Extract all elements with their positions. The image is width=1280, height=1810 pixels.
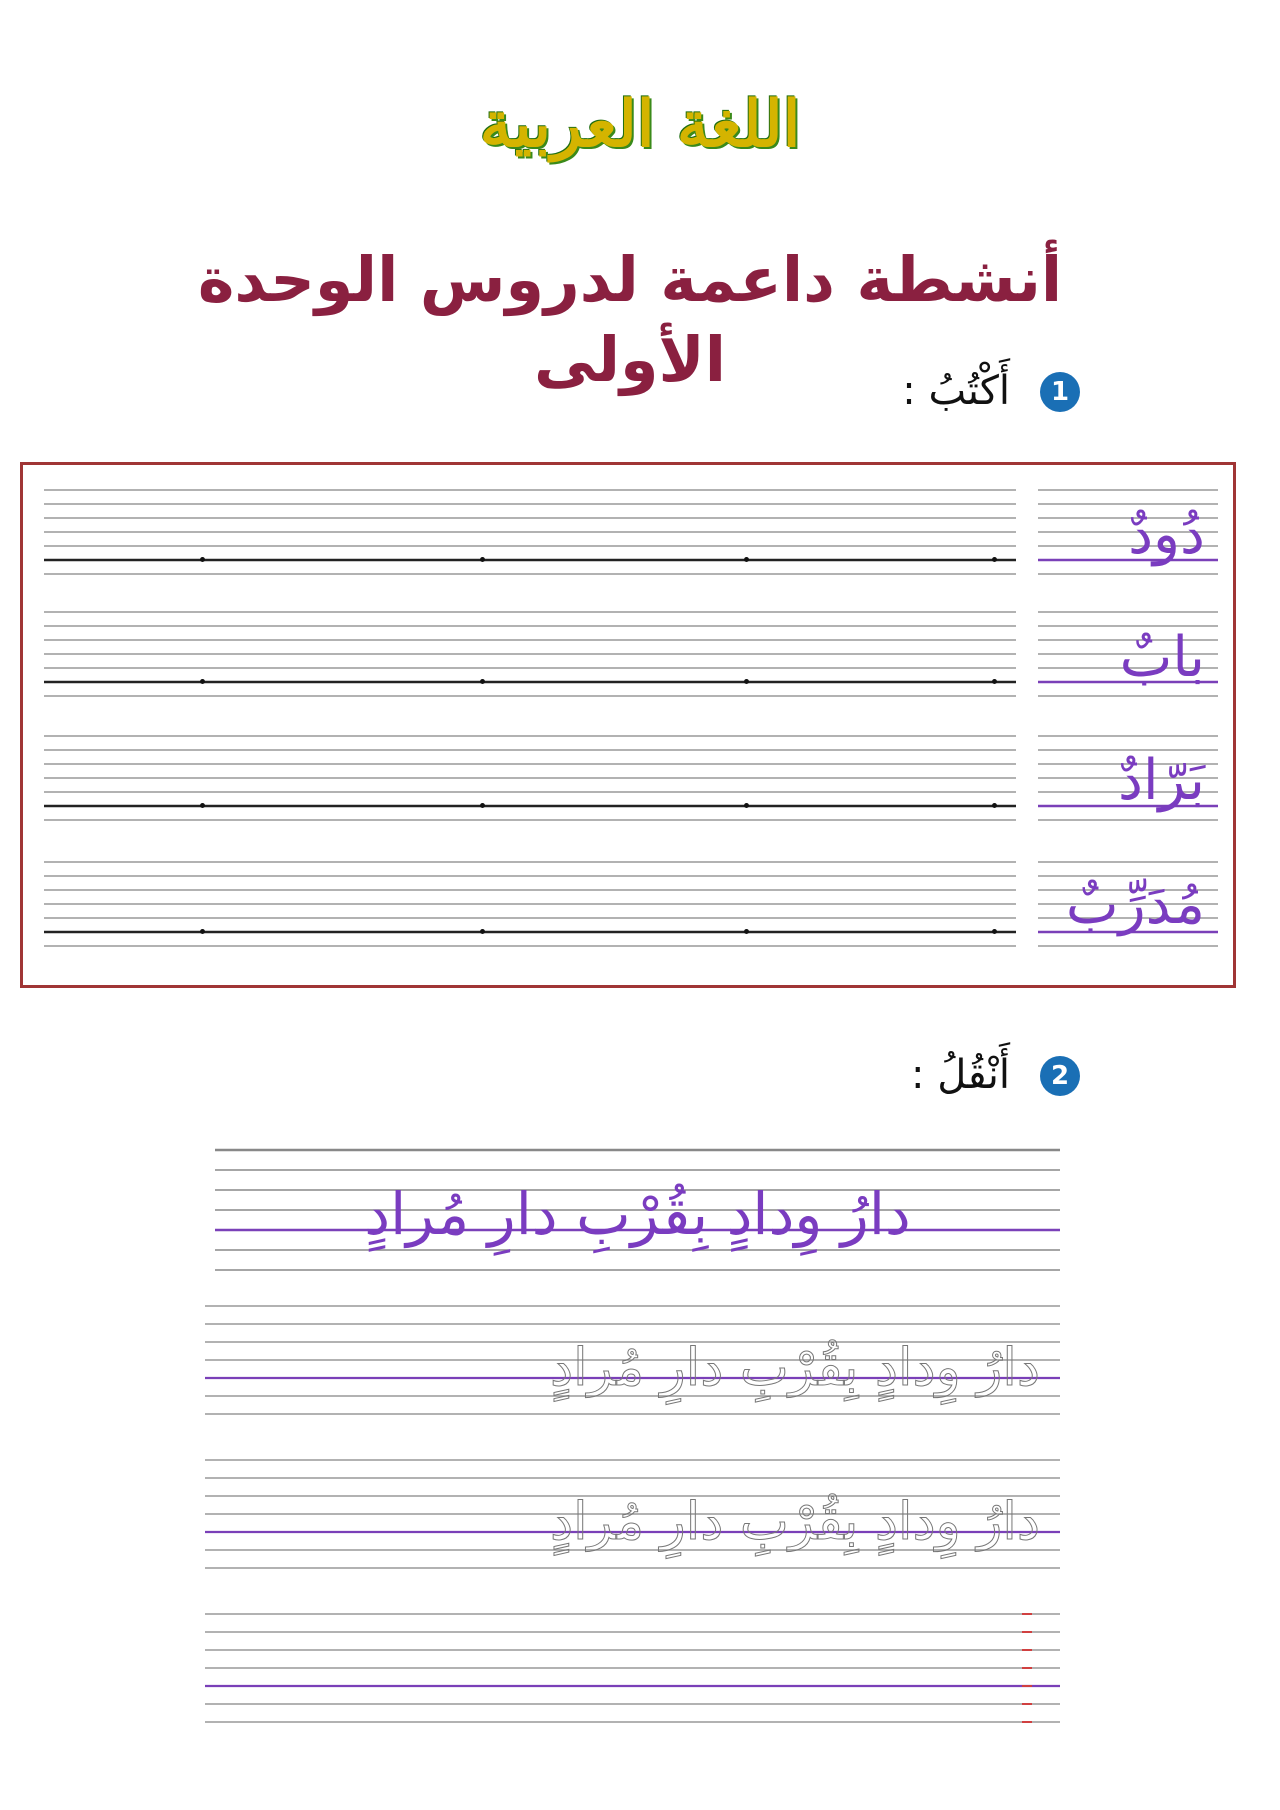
model-word-1: دُودٌ (1128, 502, 1205, 567)
exercise-1-instruction: أَكْتُبُ : (902, 368, 1010, 414)
red-margin-tick (1022, 1649, 1032, 1651)
exercise-1-number-badge: 1 (1040, 372, 1080, 412)
red-margin-tick (1022, 1685, 1032, 1687)
exercise-2-number-badge: 2 (1040, 1056, 1080, 1096)
exercise-2-instruction: أَنْقُلُ : (911, 1052, 1010, 1098)
red-margin-tick (1022, 1721, 1032, 1723)
red-margin-tick (1022, 1631, 1032, 1633)
page-title: أنشطة داعمة لدروس الوحدة الأولى (197, 243, 1063, 396)
trace-sentence-1: دارُ وِدادٍ بِقُرْبِ دارِ مُرادٍ (550, 1338, 1040, 1398)
model-word-2: بابٌ (1119, 625, 1205, 690)
model-word-4: مُدَرِّبٌ (1065, 872, 1205, 937)
red-margin-tick (1022, 1613, 1032, 1615)
model-sentence: دارُ وِدادٍ بِقُرْبِ دارِ مُرادٍ (364, 1180, 911, 1248)
red-margin-tick (1022, 1703, 1032, 1705)
logo-arabic-language: اللغة العربية (479, 87, 801, 162)
trace-sentence-2: دارُ وِدادٍ بِقُرْبِ دارِ مُرادٍ (550, 1492, 1040, 1552)
model-word-3: بَرّادٌ (1118, 748, 1205, 813)
red-margin-tick (1022, 1667, 1032, 1669)
